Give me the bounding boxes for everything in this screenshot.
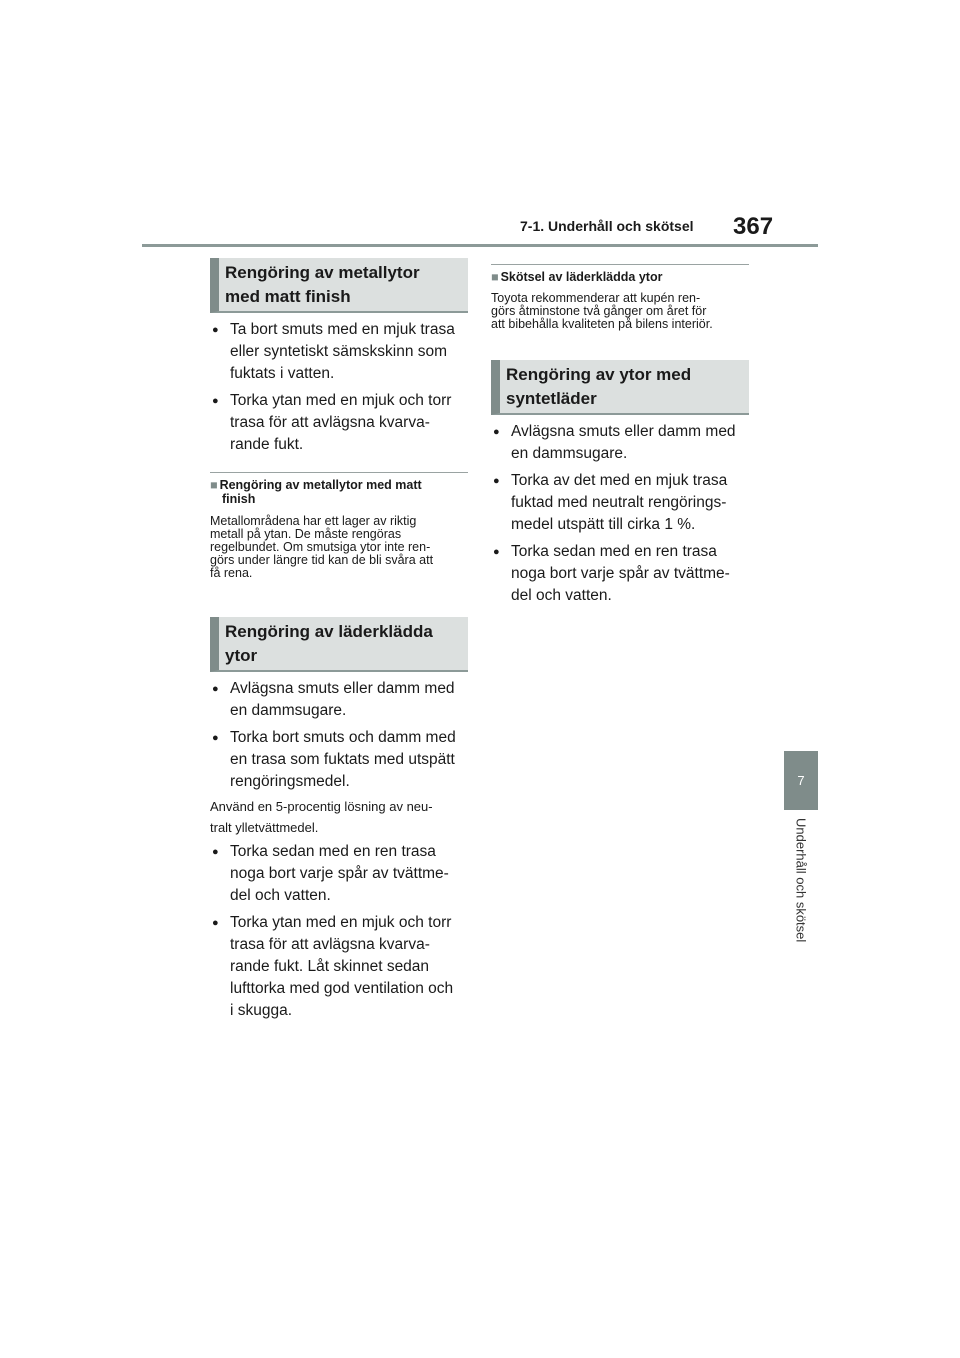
chapter-side-label: Underhåll och skötsel — [793, 818, 809, 943]
subsection-title-metal — [210, 472, 468, 506]
list-item-line: lufttorka med god ventilation och — [230, 980, 454, 997]
list-item — [212, 727, 468, 793]
section-heading-metal-matt — [210, 258, 468, 313]
section-heading-synthetic-leather — [491, 360, 749, 415]
heading-line: syntetläder — [506, 388, 597, 408]
square-bullet-icon: ■ — [491, 270, 499, 284]
list-item-line: trasa för att avlägsna kvarva- — [230, 936, 430, 953]
page-number: 367 — [733, 213, 774, 240]
list-item-line: noga bort varje spår av tvättme- — [230, 865, 449, 882]
body-line: Metallområdena har ett lager av riktig — [210, 514, 417, 528]
list-item-line: ● Torka ytan med en mjuk och torr — [230, 914, 452, 931]
list-item-line: noga bort varje spår av tvättme- — [511, 565, 730, 582]
body-line: regelbundet. Om smutsiga ytor inte ren- — [210, 540, 431, 554]
bullet-list-metal — [212, 319, 468, 461]
note-line: tralt ylletvättmedel. — [210, 820, 319, 835]
body-line: görs under längre tid kan de bli svåra att — [210, 553, 434, 567]
section-heading-leather — [210, 617, 468, 672]
body-line: görs åtminstone två gånger om året för — [491, 304, 707, 318]
heading-line: Rengöring av ytor med — [506, 364, 692, 384]
heading-line: Rengöring av läderklädda — [225, 621, 433, 641]
chapter-tab — [784, 751, 818, 810]
list-item-line: medel utspätt till cirka 1 %. — [511, 516, 696, 533]
list-item — [212, 319, 468, 385]
body-line: metall på ytan. De måste rengöras — [210, 527, 402, 541]
header-divider — [142, 244, 818, 247]
body-line: få rena. — [210, 566, 253, 580]
bullet-list-synthetic-leather — [493, 421, 749, 612]
list-item-line: en trasa som fuktats med utspätt — [230, 751, 455, 768]
heading-line: med matt finish — [225, 286, 351, 306]
list-item-line: i skugga. — [230, 1002, 293, 1019]
subsection-title-line: Rengöring av metallytor med matt — [219, 478, 422, 492]
body-line: Toyota rekommenderar att kupén ren- — [491, 291, 701, 305]
section-header-title: 7-1. Underhåll och skötsel — [520, 218, 694, 234]
list-item-line: ● Torka sedan med en ren trasa — [511, 543, 717, 560]
subsection-body-metal — [210, 515, 472, 580]
list-item — [493, 470, 749, 536]
list-item-line: ● Torka ytan med en mjuk och torr — [230, 392, 452, 409]
list-item-line: en dammsugare. — [230, 702, 347, 719]
chapter-number: 7 — [797, 773, 805, 788]
heading-line: ytor — [225, 645, 258, 665]
list-item — [212, 841, 468, 907]
list-item-line: del och vatten. — [511, 587, 612, 604]
bullet-list-leather — [212, 678, 468, 798]
list-item-line: ● Ta bort smuts med en mjuk trasa — [230, 321, 455, 338]
bullet-list-leather-continued — [212, 841, 468, 1027]
subsection-title-line: finish — [222, 492, 256, 506]
square-bullet-icon: ■ — [210, 478, 218, 492]
subsection-body-leather-care — [491, 292, 753, 331]
list-item-line: rande fukt. — [230, 436, 304, 453]
list-item-line: ● Avlägsna smuts eller damm med — [511, 423, 736, 440]
list-item-line: ● Avlägsna smuts eller damm med — [230, 680, 455, 697]
list-item-line: trasa för att avlägsna kvarva- — [230, 414, 430, 431]
body-line: att bibehålla kvaliteten på bilens interiör. — [491, 317, 713, 331]
list-item-line: ● Torka sedan med en ren trasa — [230, 843, 436, 860]
subsection-title-leather-care — [491, 264, 749, 284]
list-item-line: fuktats i vatten. — [230, 365, 335, 382]
list-item — [493, 541, 749, 607]
list-item — [212, 912, 468, 1022]
note-line: Använd en 5-procentig lösning av neu- — [210, 799, 433, 814]
list-item-line: fuktad med neutralt rengörings- — [511, 494, 727, 511]
list-item-line: ● Torka av det med en mjuk trasa — [511, 472, 728, 489]
list-item — [493, 421, 749, 465]
list-item — [212, 678, 468, 722]
detergent-note — [210, 796, 472, 838]
list-item-line: en dammsugare. — [511, 445, 628, 462]
list-item — [212, 390, 468, 456]
subsection-title-line: Skötsel av läderklädda ytor — [500, 270, 663, 284]
heading-line: Rengöring av metallytor — [225, 262, 420, 282]
list-item-line: rengöringsmedel. — [230, 773, 350, 790]
list-item-line: rande fukt. Låt skinnet sedan — [230, 958, 430, 975]
list-item-line: ● Torka bort smuts och damm med — [230, 729, 456, 746]
list-item-line: eller syntetiskt sämskskinn som — [230, 343, 448, 360]
list-item-line: del och vatten. — [230, 887, 331, 904]
